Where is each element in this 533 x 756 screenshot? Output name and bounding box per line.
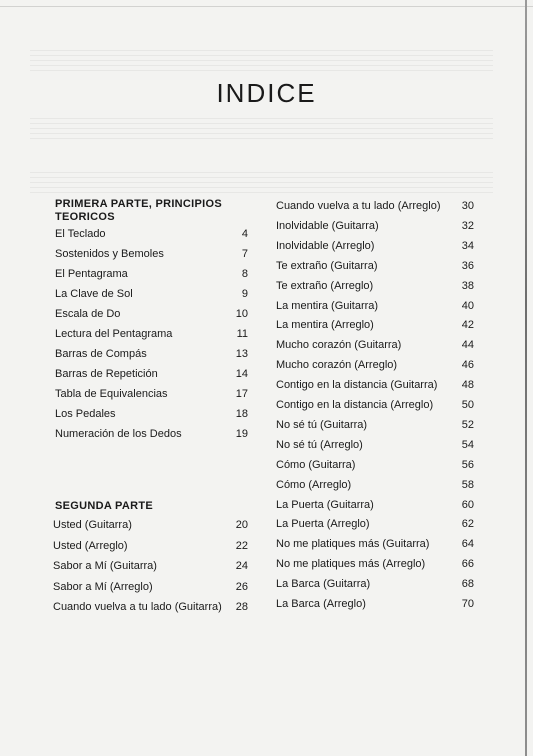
toc-entry-title: La Barca (Arreglo) [276,598,366,610]
toc-entry-page-number: 9 [241,288,248,300]
toc-entry-page-number: 70 [461,598,474,610]
toc-entry-page-number: 46 [461,359,474,372]
toc-entry-title: Cómo (Arreglo) [276,478,352,491]
toc-entry-page-number: 62 [461,518,474,531]
toc-entry [276,458,474,472]
toc-entry-page-number: 13 [235,348,248,360]
toc-entry [276,299,474,313]
toc-entry-title: Sostenidos y Bemoles [55,248,164,260]
toc-entry-title: Cuando vuelva a tu lado (Guitarra) [53,601,222,613]
bleed-through-staff [30,50,493,72]
section-heading-segunda-parte: SEGUNDA PARTE [55,500,154,512]
toc-entry-page-number: 42 [461,319,474,332]
toc-entry [53,559,248,573]
toc-entry-title: Usted (Guitarra) [53,519,132,531]
toc-entry-page-number: 64 [461,538,474,551]
toc-entry [53,539,248,553]
toc-entry-title: Barras de Compás [55,348,147,360]
toc-entry-title: Tabla de Equivalencias [55,388,168,400]
toc-entry-title: No sé tú (Arreglo) [276,438,363,451]
toc-entry-page-number: 11 [236,328,248,340]
toc-entry-page-number: 14 [235,368,248,380]
toc-entry [276,517,474,531]
toc-entry-title: Usted (Arreglo) [53,539,128,552]
toc-entry [55,307,248,321]
toc-entry-page-number: 30 [461,200,474,212]
toc-entry-title: La Barca (Guitarra) [276,578,371,591]
section-heading-primera-parte: PRIMERA PARTE, PRINCIPIOS TEORICOS [55,198,223,223]
toc-entry [55,227,248,241]
toc-entry [276,398,474,412]
toc-entry [55,427,248,441]
toc-entry [276,358,474,372]
page-title: INDICE [216,78,317,108]
toc-entry-title: No me platiques más (Guitarra) [276,538,430,551]
toc-entry-title: Sabor a Mí (Arreglo) [53,580,153,593]
bleed-through-staff [30,118,493,140]
toc-entry [276,259,474,273]
toc-entry [276,577,474,591]
toc-entry-page-number: 54 [461,438,474,451]
toc-entry [276,557,474,571]
toc-entry-title: Inolvidable (Guitarra) [276,219,379,232]
toc-entry-title: Mucho corazón (Arreglo) [276,359,398,372]
toc-entry [276,478,474,492]
toc-entry-page-number: 48 [461,379,474,392]
toc-entry-page-number: 52 [461,418,474,431]
toc-entry-title: La Puerta (Guitarra) [276,498,374,511]
toc-entry-title: Contigo en la distancia (Arreglo) [276,399,434,411]
toc-entry [55,407,248,421]
toc-entry-page-number: 38 [461,279,474,292]
toc-entry-page-number: 36 [461,259,474,272]
toc-entry [55,367,248,381]
toc-entry-title: Los Pedales [55,408,116,420]
toc-entry-page-number: 56 [461,458,474,471]
toc-entry-title: La Puerta (Arreglo) [276,518,370,531]
toc-entry-title: El Pentagrama [55,268,128,280]
toc-entry-page-number: 22 [235,539,248,552]
toc-entry [53,600,248,614]
toc-entry-page-number: 50 [461,399,474,411]
toc-entry-page-number: 40 [461,299,474,312]
toc-entry-page-number: 60 [461,498,474,511]
toc-entry-page-number: 4 [241,228,248,240]
toc-entry [55,327,248,341]
toc-entry [276,418,474,432]
toc-entry-page-number: 68 [461,578,474,591]
toc-entry [276,537,474,551]
toc-entry [55,387,248,401]
page-top-edge [0,6,533,7]
toc-entry-page-number: 58 [461,478,474,491]
toc-entry [276,219,474,233]
toc-entry-page-number: 34 [461,239,474,252]
toc-entry [55,267,248,281]
toc-entry-title: No sé tú (Guitarra) [276,418,368,431]
toc-entry-title: El Teclado [55,228,106,240]
toc-entry-page-number: 26 [235,580,248,593]
toc-entry [276,318,474,332]
page-right-edge [525,0,527,756]
toc-entry-title: Te extraño (Guitarra) [276,259,378,272]
toc-entry-page-number: 7 [241,248,248,260]
toc-entry-page-number: 24 [235,560,248,572]
toc-entry-page-number: 8 [241,268,248,280]
toc-entry-title: Inolvidable (Arreglo) [276,239,375,252]
toc-entry-page-number: 10 [235,308,248,320]
toc-entry-page-number: 32 [461,219,474,232]
toc-entry [276,498,474,512]
toc-entry [55,347,248,361]
toc-entry [55,247,248,261]
toc-entry [276,438,474,452]
toc-entry [276,199,474,213]
toc-entry [276,338,474,352]
toc-entry [276,597,474,611]
toc-entry-page-number: 44 [461,339,474,352]
toc-entry-page-number: 66 [461,558,474,571]
toc-entry-title: Cómo (Guitarra) [276,458,356,471]
toc-entry [55,287,248,301]
toc-entry-title: La mentira (Arreglo) [276,319,374,332]
toc-entry-title: La mentira (Guitarra) [276,299,379,312]
toc-entry-title: La Clave de Sol [55,288,133,300]
toc-entry-title: Barras de Repetición [55,368,158,380]
toc-entry-title: No me platiques más (Arreglo) [276,558,426,571]
toc-entry-page-number: 28 [235,601,248,613]
bleed-through-staff [30,172,493,194]
toc-entry-title: Cuando vuelva a tu lado (Arreglo) [276,200,441,212]
toc-entry [276,279,474,293]
toc-entry-title: Te extraño (Arreglo) [276,279,374,292]
toc-entry [53,580,248,594]
toc-entry-page-number: 19 [235,428,248,440]
toc-entry-title: Mucho corazón (Guitarra) [276,339,402,352]
toc-entry-title: Escala de Do [55,308,121,320]
toc-entry-title: Contigo en la distancia (Guitarra) [276,379,438,392]
toc-entry-page-number: 18 [235,408,248,420]
toc-entry-title: Sabor a Mí (Guitarra) [53,560,157,572]
toc-entry-page-number: 20 [235,519,248,531]
toc-entry [276,239,474,253]
toc-entry [53,518,248,532]
toc-entry-title: Lectura del Pentagrama [55,328,173,340]
toc-entry-page-number: 17 [235,388,248,400]
toc-entry [276,378,474,392]
toc-entry-title: Numeración de los Dedos [55,428,182,440]
